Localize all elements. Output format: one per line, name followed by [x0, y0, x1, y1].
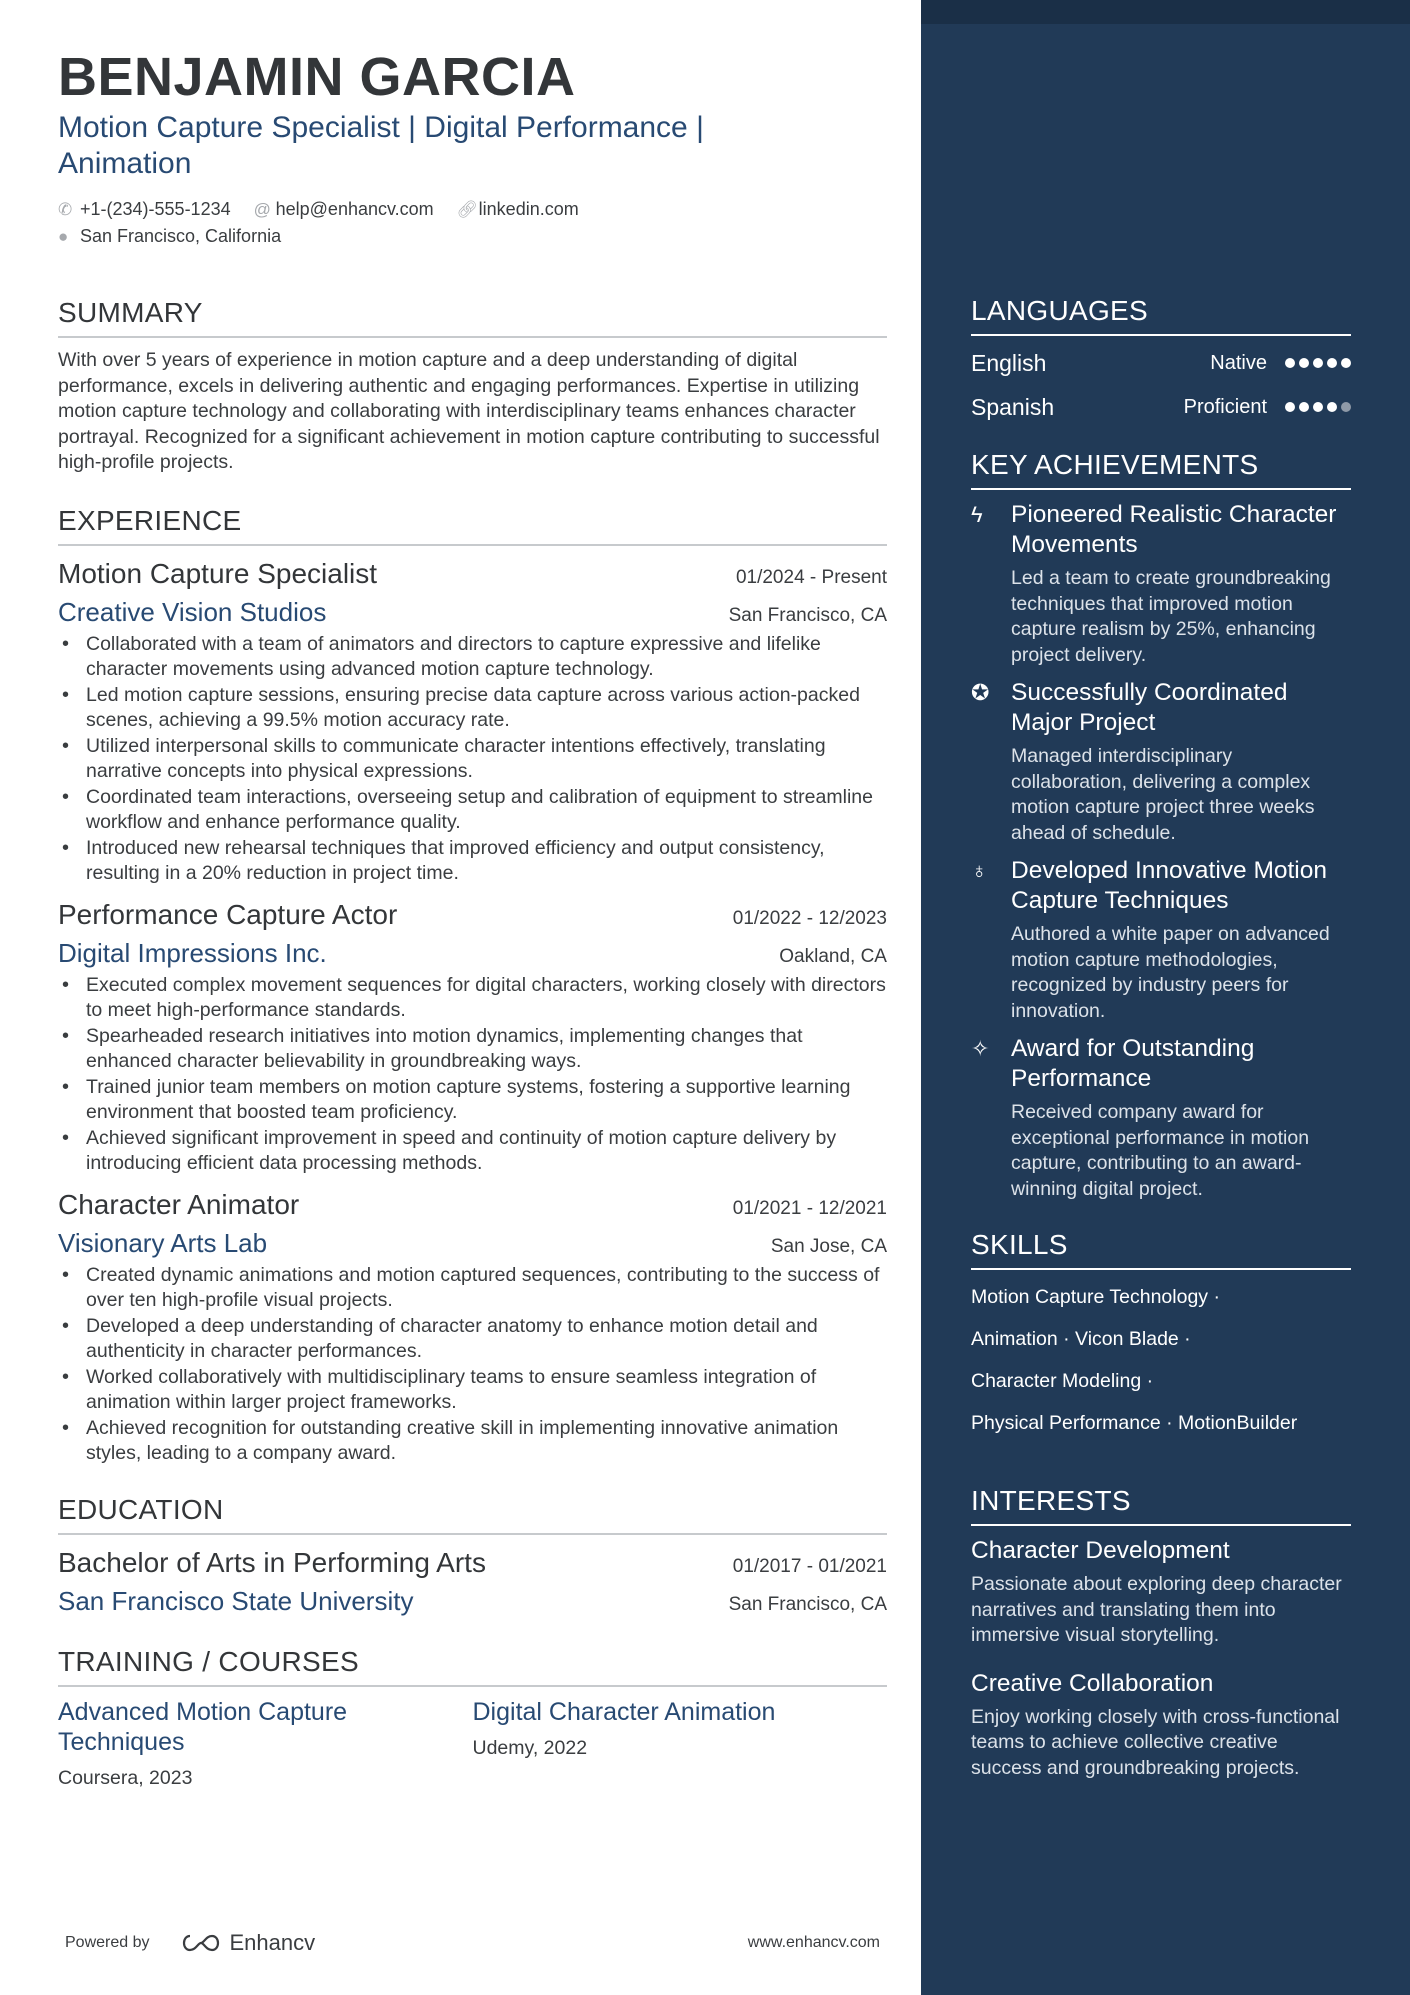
bullet-item: • Achieved recognition for outstanding creative skill in implementing innovative animation styles, leading to a company award. [58, 1416, 887, 1467]
proficiency-dot [1299, 402, 1309, 412]
education-section [58, 1493, 887, 1617]
course-entry [473, 1697, 888, 1790]
achievement-desc: Authored a white paper on advanced motion capture methodologies, recognized by industry peers for innovation. [1011, 923, 1330, 1022]
phone-text: +1-(234)-555-1234 [80, 199, 231, 219]
bullet-item: • Created dynamic animations and motion captured sequences, contributing to the success of over ten high-profile visual projects. [58, 1263, 887, 1314]
course-meta: Udemy, 2022 [472, 1736, 588, 1759]
language-row [971, 346, 1351, 380]
contact-location [58, 223, 281, 250]
achievement-item [971, 1034, 1351, 1202]
languages-section [971, 294, 1351, 424]
bullet-item: • Developed a deep understanding of character anatomy to enhance motion detail and authenticity in character performances. [58, 1314, 887, 1365]
achievement-desc: Led a team to create groundbreaking techniques that improved motion capture realism by 25%, enhancing project delivery. [1011, 567, 1331, 666]
powered-by-label: Powered by [65, 1934, 150, 1951]
sidebar-top-bar [921, 0, 1410, 24]
achievement-title: Successfully Coordinated Major Project [1011, 679, 1288, 736]
footer-url[interactable]: www.enhancv.com [747, 1934, 880, 1951]
job-location: San Francisco, CA [728, 604, 887, 626]
language-level: Native [1210, 351, 1267, 374]
job-title: Performance Capture Actor [58, 898, 398, 930]
lightbulb-icon: ♁ [971, 858, 988, 883]
language-dots [1281, 402, 1351, 412]
job-bullets [58, 973, 887, 1177]
contact-phone[interactable] [58, 196, 231, 223]
education-date: 01/2017 - 01/2021 [732, 1555, 887, 1577]
interest-item [971, 1669, 1351, 1782]
bullet-item: • Worked collaboratively with multidisciplinary teams to ensure seamless integration of animation within larger project frameworks. [58, 1365, 887, 1416]
job-title: Motion Capture Specialist [58, 557, 378, 589]
achievement-item [971, 678, 1351, 846]
languages-title: LANGUAGES [971, 294, 1351, 336]
skills-section [971, 1228, 1351, 1444]
experience-section [58, 504, 887, 1467]
experience-title: EXPERIENCE [58, 504, 887, 546]
bullet-item: • Achieved significant improvement in speed and continuity of motion capture delivery by introducing efficient data processing methods. [58, 1126, 887, 1177]
enhancv-logo[interactable] [178, 1930, 316, 1956]
company-name: Creative Vision Studios [58, 596, 327, 627]
contact-info [58, 196, 887, 250]
contact-linkedin[interactable] [457, 196, 579, 223]
achievement-title: Award for Outstanding Performance [1011, 1035, 1255, 1092]
language-name: Spanish [971, 393, 1055, 420]
bullet-item: • Executed complex movement sequences for digital characters, working closely with directors to meet high-performance standards. [58, 973, 887, 1024]
lightning-icon: ϟ [971, 502, 983, 527]
job-entry [58, 1187, 887, 1467]
proficiency-dot [1299, 358, 1309, 368]
interest-desc: Passionate about exploring deep character narratives and translating them into immersive visual storytelling. [971, 1573, 1342, 1646]
email-text: help@enhancv.com [275, 199, 434, 219]
bullet-item: • Spearheaded research initiatives into motion dynamics, implementing changes that enhanced character believability in groundbreaking ways. [58, 1024, 887, 1075]
brand-name: Enhancv [229, 1930, 316, 1955]
bullet-item: • Utilized interpersonal skills to communicate character intentions effectively, translating narrative concepts into physical expressions. [58, 734, 887, 785]
job-date: 01/2024 - Present [735, 566, 887, 588]
contact-email[interactable] [254, 196, 434, 223]
skill-line: Character Modeling · [971, 1370, 1154, 1392]
job-bullets [58, 1263, 887, 1467]
education-title: EDUCATION [58, 1493, 887, 1535]
course-entry [58, 1697, 473, 1790]
interest-item [971, 1536, 1351, 1649]
skill-line: Animation · Vicon Blade · [971, 1328, 1191, 1350]
summary-section [58, 296, 887, 476]
magic-wand-icon: ✧ [971, 1036, 990, 1061]
course-title: Advanced Motion Capture Techniques [58, 1697, 348, 1756]
training-section [58, 1645, 887, 1790]
bullet-item: • Trained junior team members on motion capture systems, fostering a supportive learning environment that boosted team proficiency. [58, 1075, 887, 1126]
language-dots [1281, 358, 1351, 368]
achievement-item [971, 856, 1351, 1024]
language-row [971, 390, 1351, 424]
achievement-title: Pioneered Realistic Character Movements [1011, 501, 1337, 558]
link-icon: 🔗︎ [456, 200, 479, 219]
skills-list [971, 1276, 1351, 1444]
education-location: San Francisco, CA [728, 1593, 887, 1615]
job-entry [58, 897, 887, 1177]
proficiency-dot [1341, 402, 1351, 412]
at-icon: @ [253, 200, 271, 219]
candidate-name: BENJAMIN GARCIA [58, 47, 576, 107]
course-meta: Coursera, 2023 [58, 1766, 193, 1789]
location-text: San Francisco, California [80, 226, 282, 246]
proficiency-dot [1327, 402, 1337, 412]
summary-title: SUMMARY [58, 296, 887, 338]
language-name: English [971, 349, 1047, 376]
school-name: San Francisco State University [58, 1585, 414, 1616]
proficiency-dot [1285, 358, 1295, 368]
infinity-logo-icon [178, 1932, 224, 1954]
interest-desc: Enjoy working closely with cross-functional teams to achieve collective creative success and groundbreaking projects. [971, 1705, 1340, 1779]
interests-section [971, 1484, 1351, 1781]
bullet-item: • Collaborated with a team of animators and directors to capture expressive and lifelike character movements using advanced motion capture technology. [58, 632, 887, 683]
education-entry [58, 1545, 887, 1617]
interest-title: Character Development [971, 1537, 1230, 1564]
job-date: 01/2021 - 12/2021 [732, 1197, 887, 1219]
linkedin-text: linkedin.com [478, 199, 579, 219]
course-title: Digital Character Animation [472, 1697, 776, 1726]
sidebar [921, 0, 1410, 1995]
phone-icon: ✆ [58, 200, 73, 219]
footer [65, 1930, 880, 1956]
achievement-desc: Received company award for exceptional performance in motion capture, contributing to an award-winning digital project. [1011, 1101, 1310, 1200]
proficiency-dot [1313, 402, 1323, 412]
company-name: Digital Impressions Inc. [58, 937, 327, 968]
interest-title: Creative Collaboration [971, 1669, 1214, 1697]
language-level: Proficient [1183, 395, 1267, 418]
headline: Motion Capture Specialist | Digital Performance | Animation [58, 111, 704, 180]
bullet-item: • Coordinated team interactions, overseeing setup and calibration of equipment to streamline workflow and enhance performance quality. [58, 785, 887, 836]
degree: Bachelor of Arts in Performing Arts [58, 1546, 486, 1578]
achievement-title: Developed Innovative Motion Capture Techniques [1011, 857, 1327, 914]
job-location: San Jose, CA [770, 1235, 887, 1257]
company-name: Visionary Arts Lab [58, 1227, 268, 1258]
proficiency-dot [1341, 358, 1351, 368]
proficiency-dot [1327, 358, 1337, 368]
proficiency-dot [1285, 402, 1295, 412]
bullet-item: • Led motion capture sessions, ensuring precise data capture across various action-packed scenes, achieving a 99.5% motion accuracy rate. [58, 683, 887, 734]
achievement-desc: Managed interdisciplinary collaboration, delivering a complex motion capture project three weeks ahead of schedule. [1011, 745, 1315, 844]
location-pin-icon: ● [58, 227, 69, 246]
skill-line: Motion Capture Technology · [971, 1286, 1220, 1308]
skills-title: SKILLS [971, 1228, 1351, 1270]
job-bullets [58, 632, 887, 887]
award-ribbon-icon: ✪ [971, 680, 990, 705]
achievements-section [971, 448, 1351, 1202]
interests-title: INTERESTS [971, 1484, 1351, 1526]
job-date: 01/2022 - 12/2023 [732, 907, 887, 929]
job-title: Character Animator [58, 1188, 300, 1220]
achievements-title: KEY ACHIEVEMENTS [971, 448, 1351, 490]
skill-line: Physical Performance · MotionBuilder [971, 1412, 1298, 1434]
proficiency-dot [1313, 358, 1323, 368]
training-title: TRAINING / COURSES [58, 1645, 887, 1687]
job-entry [58, 556, 887, 887]
job-location: Oakland, CA [779, 945, 887, 967]
bullet-item: • Introduced new rehearsal techniques that improved efficiency and output consistency, resulting in a 20% reduction in project time. [58, 836, 887, 887]
achievement-item [971, 500, 1351, 668]
summary-text: With over 5 years of experience in motion capture and a deep understanding of digital performance, excels in delivering authentic and engaging performances. Expertise in utilizing motion capture technology and collaborating with interdisciplinary teams enhances character portrayal. Recognized for a significant achievement in motion capture contributing to successful high-profile projects. [58, 349, 880, 473]
